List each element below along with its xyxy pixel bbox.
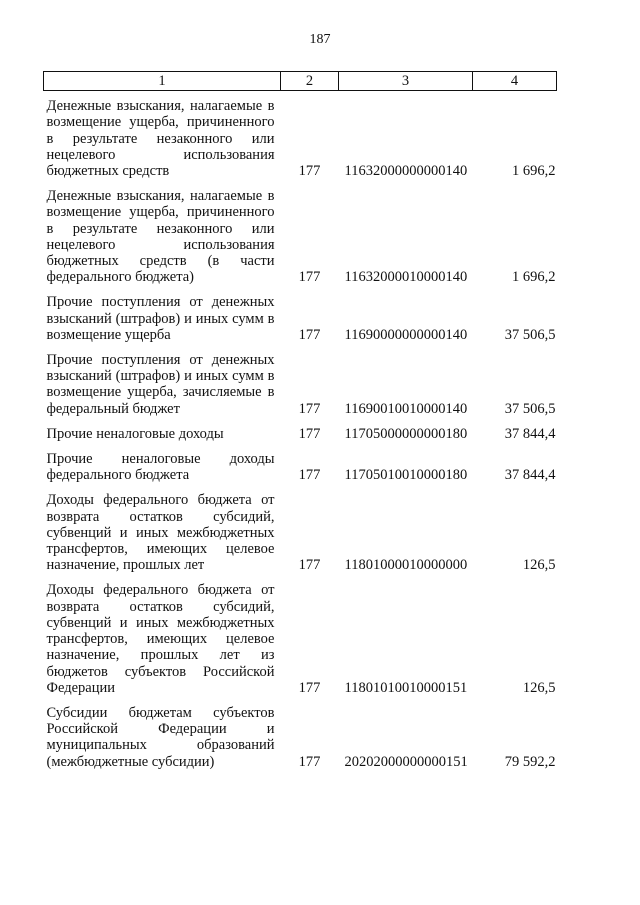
row-name: Прочие поступления от денежных взысканий (штрафов) и иных сумм в возмещение ущерба (46, 294, 275, 343)
column-header-code: 3 (339, 72, 473, 91)
row-amount: 37 506,5 (504, 400, 556, 417)
row-name: Денежные взыскания, налагаемые в возмещение ущерба, причиненного в результате незаконного или нецелевого использования бюджетных средств (в части федерального бюджета) (46, 188, 275, 286)
budget-revenue-table (43, 71, 557, 772)
row-amount: 79 592,2 (504, 753, 556, 770)
page-number: 187 (309, 32, 331, 47)
row-amount: 126,5 (522, 679, 556, 696)
table-row (44, 575, 557, 697)
column-header-name: 1 (44, 72, 281, 91)
row-budget-code: 11690000000000140 (344, 326, 468, 343)
row-admin-code: 177 (298, 557, 321, 574)
row-budget-code: 11632000010000140 (344, 269, 468, 286)
table-row (44, 345, 557, 419)
column-header-admin: 2 (281, 72, 339, 91)
row-budget-code: 11801000010000000 (344, 557, 468, 574)
row-budget-code: 11801010010000151 (344, 679, 468, 696)
row-admin-code: 177 (298, 163, 321, 180)
row-admin-code: 177 (298, 269, 321, 286)
row-amount: 126,5 (522, 557, 556, 574)
row-budget-code: 11705010010000180 (344, 467, 468, 484)
row-name: Прочие неналоговые доходы (46, 425, 224, 442)
row-admin-code: 177 (298, 326, 321, 343)
row-budget-code: 11690010010000140 (344, 400, 468, 417)
row-admin-code: 177 (298, 679, 321, 696)
table-row (44, 419, 557, 444)
row-name: Прочие неналоговые доходы федерального бюджета (46, 451, 275, 484)
row-admin-code: 177 (298, 425, 321, 442)
row-budget-code: 11632000000000140 (344, 163, 468, 180)
row-name: Субсидии бюджетам субъектов Российской Федерации и муниципальных образований (межбюджетные субсидии) (46, 704, 275, 770)
table-row (44, 444, 557, 485)
row-admin-code: 177 (298, 753, 321, 770)
row-budget-code: 20202000000000151 (344, 753, 468, 770)
row-name: Денежные взыскания, налагаемые в возмещение ущерба, причиненного в результате незаконного или нецелевого использования бюджетных средств (46, 98, 275, 180)
row-admin-code: 177 (298, 467, 321, 484)
table-row (44, 91, 557, 182)
row-admin-code: 177 (298, 400, 321, 417)
table-row (44, 181, 557, 287)
row-amount: 1 696,2 (512, 269, 556, 286)
row-amount: 1 696,2 (512, 163, 556, 180)
row-budget-code: 11705000000000180 (344, 425, 468, 442)
table-row (44, 287, 557, 345)
row-amount: 37 844,4 (504, 425, 556, 442)
row-amount: 37 506,5 (504, 326, 556, 343)
row-name: Доходы федерального бюджета от возврата остатков субсидий, субвенций и иных межбюджетных трансфертов, имеющих целевое назначение, прошлых лет из бюджетов субъектов Российской Федерации (46, 582, 275, 696)
row-name: Прочие поступления от денежных взысканий (штрафов) и иных сумм в возмещение ущерба, зачисляемые в федеральный бюджет (46, 352, 275, 417)
table-header-row (44, 72, 557, 91)
table-row (44, 698, 557, 772)
table-row (44, 485, 557, 575)
row-name: Доходы федерального бюджета от возврата остатков субсидий, субвенций и иных межбюджетных трансфертов, имеющих целевое назначение, прошлых лет (46, 492, 275, 574)
column-header-amount: 4 (473, 72, 557, 91)
row-amount: 37 844,4 (504, 467, 556, 484)
